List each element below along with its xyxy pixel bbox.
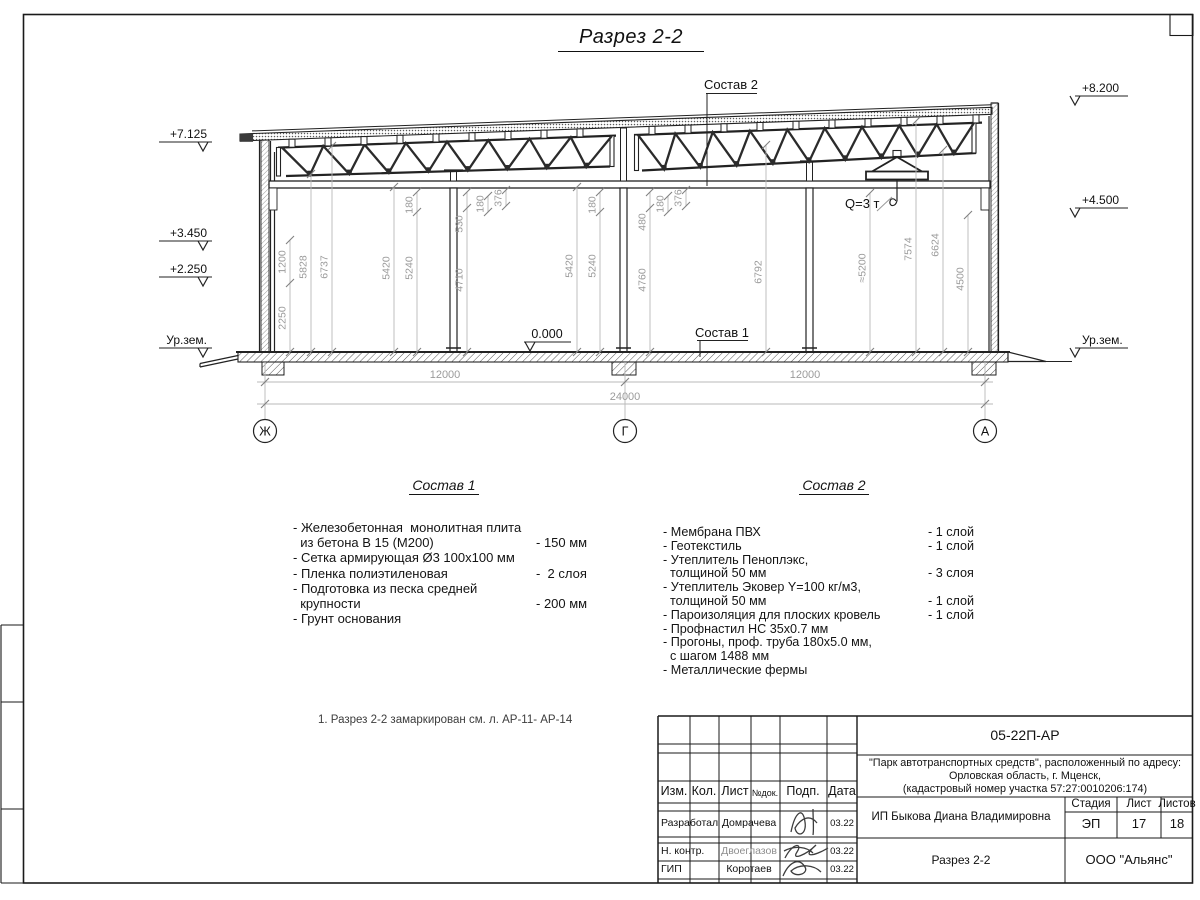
dimension-label: 24000 (609, 391, 641, 403)
dimension-label: 480 (636, 213, 649, 231)
purlin (865, 119, 871, 127)
axis-label: Г (621, 424, 629, 439)
company-name: ООО "Альянс" (1085, 852, 1173, 867)
dimension-label: 376 (672, 189, 685, 207)
truss-gusset (734, 161, 739, 166)
purlin (829, 120, 835, 128)
truss-gusset (505, 165, 510, 170)
truss-seat-post (451, 171, 457, 181)
left-wall-bracket (269, 188, 277, 210)
purlin (901, 117, 907, 125)
column (806, 188, 813, 352)
purlin (577, 129, 583, 137)
list-item (663, 567, 1005, 581)
item-value: - 200 мм (536, 596, 588, 612)
dimension-label: 7574 (902, 237, 915, 261)
composition-2-block (663, 477, 1005, 678)
dimension-label: 180 (654, 195, 667, 213)
zero-level-label: 0.000 (531, 327, 563, 341)
dimension-label: 5420 (563, 254, 576, 278)
column (620, 188, 627, 352)
purlin (793, 121, 799, 129)
sheet-frame (1, 15, 1196, 884)
elevation-label: +3.450 (169, 226, 207, 240)
sostav2-callout: Состав 2 (704, 77, 758, 92)
dimension-label: 530 (453, 215, 466, 233)
role-label: Разработал (661, 817, 719, 829)
right-wall-bracket (981, 188, 989, 210)
truss-gusset (386, 168, 391, 173)
item-text: - Железобетонная монолитная плита (293, 520, 522, 535)
truss-gusset (807, 157, 812, 162)
dimension-label: 180 (403, 196, 416, 214)
purlin (433, 134, 439, 142)
dimension-label: 180 (474, 195, 487, 213)
elevation-label: +2.250 (169, 262, 207, 276)
purlin (973, 115, 979, 123)
list-item (663, 554, 1005, 568)
left-wall (261, 140, 269, 352)
truss-gusset (426, 167, 431, 172)
axis-bubbles (254, 420, 997, 443)
list-item (663, 581, 1005, 595)
person-name: Коротаев (726, 863, 772, 875)
client-name: ИП Быкова Диана Владимировна (871, 811, 1051, 823)
right-wall (991, 103, 998, 352)
purlin (361, 137, 367, 145)
role-label: ГИП (661, 863, 682, 875)
list-item (293, 611, 595, 626)
dimension-label: 5828 (297, 255, 310, 279)
dimension-label: 4710 (453, 268, 466, 292)
dimension-label: 5420 (380, 256, 393, 280)
dimension-label: 12000 (429, 369, 461, 381)
purlin (721, 124, 727, 132)
dimension-label: 6624 (929, 233, 942, 257)
left-apron (200, 356, 238, 368)
purlin (397, 135, 403, 143)
role-label: Н. контр. (661, 845, 705, 857)
item-text: - Сетка армирующая Ø3 100х100 мм (293, 550, 515, 566)
stage-header: Стадия (1071, 798, 1111, 810)
header-col: №док. (751, 788, 779, 798)
truss-gusset (465, 166, 470, 171)
composition-1-block (293, 477, 595, 626)
list-item (663, 526, 1005, 540)
item-value: - 1 слой (928, 525, 975, 539)
item-value: - 1 слой (928, 607, 975, 622)
elevation-arrow (1070, 348, 1080, 357)
dimension-label: 4760 (636, 268, 649, 292)
document-code: 05-22П-АР (990, 727, 1060, 743)
item-text: - Металлические фермы (663, 662, 808, 677)
roof-eave-cap (240, 134, 253, 142)
header-col: Подп. (786, 784, 820, 798)
truss-gusset (843, 155, 848, 160)
item-text: с шагом 1488 мм (663, 649, 770, 664)
list-item (663, 609, 1005, 623)
horizontal-dimensions (257, 362, 993, 420)
item-text: - Утеплитель Эковер Y=100 кг/м3, (663, 580, 861, 595)
header-col: Кол. (691, 784, 717, 798)
footing (972, 362, 996, 375)
list-item (293, 581, 595, 596)
purlin (685, 125, 691, 133)
crane-runway-beam (269, 181, 990, 188)
elevation-arrow (1070, 96, 1080, 105)
crane-capacity-label: Q=3 т (845, 196, 880, 211)
composition-2-items (663, 526, 1005, 678)
sostav1-callout: Состав 1 (695, 325, 749, 340)
list-item (293, 550, 595, 565)
item-text: - Профнастил НС 35х0.7 мм (663, 621, 829, 636)
purlin (649, 126, 655, 134)
purlin (325, 138, 331, 146)
purlin (289, 139, 295, 147)
purlin (541, 130, 547, 138)
list-item (663, 636, 1005, 650)
header-col: Дата (828, 784, 856, 798)
item-text: - Подготовка из песка средней (293, 580, 478, 596)
frame-corner-box (1170, 15, 1193, 36)
truss-gusset (879, 153, 884, 158)
item-text: - Пароизоляция для плоских кровель (663, 607, 881, 622)
dimension-label: 6792 (752, 260, 765, 284)
dimension-label: 180 (586, 196, 599, 214)
truss-gusset (544, 164, 549, 169)
elevation-label: +8.200 (1082, 81, 1120, 95)
floor-slab (238, 352, 1008, 362)
truss-gusset (347, 170, 352, 175)
item-value: - 2 слоя (536, 565, 587, 581)
item-text: крупности (293, 596, 361, 612)
item-text: - Прогоны, проф. труба 180х5.0 мм, (663, 635, 872, 650)
dimension-label: 5240 (586, 254, 599, 278)
dimension-label: 2250 (276, 306, 289, 330)
purlin (469, 133, 475, 141)
truss-gusset (584, 163, 589, 168)
stage-value: ЭП (1081, 816, 1101, 831)
elevation-arrow (198, 142, 208, 151)
person-name: Двоеглазов (721, 845, 777, 857)
elevation-arrow (1070, 208, 1080, 217)
zero-level-arrow (525, 342, 535, 351)
truss-gusset (951, 150, 956, 155)
frame-left-boxes (1, 625, 23, 883)
list-item (663, 650, 1005, 664)
sheet-number: 17 (1131, 816, 1147, 831)
right-ramp (1008, 352, 1046, 362)
list-item (663, 595, 1005, 609)
date-value: 03.22 (830, 846, 854, 857)
sheet-note: 1. Разрез 2-2 замаркирован см. л. АР-11- АР-14 (318, 714, 573, 726)
list-item (663, 623, 1005, 637)
list-item (293, 535, 595, 550)
dimension-label: 376 (492, 189, 505, 207)
sheets-header: Листов (1158, 798, 1196, 810)
item-text: - Пленка полиэтиленовая (293, 565, 448, 581)
project-line: Орловская область, г. Мценск, (948, 770, 1102, 782)
composition-2-title: Состав 2 (663, 477, 1005, 493)
elevation-arrow (198, 277, 208, 286)
item-value: - 1 слой (928, 538, 975, 553)
axis-label: А (980, 424, 990, 439)
sheet-header: Лист (1126, 798, 1152, 810)
item-text: из бетона В 15 (М200) (293, 535, 434, 551)
titleblock-sheet-title: Разрез 2-2 (931, 853, 991, 867)
footing (612, 362, 636, 375)
item-text: толщиной 50 мм (663, 593, 767, 608)
dimension-label: 4500 (954, 267, 967, 291)
dimension-label: 6737 (318, 255, 331, 279)
frame-border (24, 15, 1196, 884)
purlin (505, 132, 511, 140)
dimension-label: ≈5200 (856, 253, 869, 283)
elevation-label: Ур.зем. (1082, 333, 1123, 347)
elevation-label: +4.500 (1082, 193, 1120, 207)
elevation-label: +7.125 (169, 127, 207, 141)
item-text: - Грунт основания (293, 611, 402, 627)
purlin (937, 116, 943, 124)
elevation-arrow (198, 348, 208, 357)
page-title: Разрез 2-2 (558, 26, 704, 52)
date-value: 03.22 (830, 864, 854, 875)
composition-1-items (293, 520, 595, 626)
elevation-label: Ур.зем. (166, 333, 207, 347)
truss-seat-post (807, 162, 813, 181)
truss-gusset (662, 165, 667, 170)
project-line: (кадастровый номер участка 57:27:0010206:174) (902, 783, 1148, 795)
list-item (663, 540, 1005, 554)
item-text: - Утеплитель Пеноплэкс, (663, 552, 809, 567)
composition-1-title: Состав 1 (293, 477, 595, 493)
purlin (757, 123, 763, 131)
truss-gusset (698, 163, 703, 168)
dimension-label: 1200 (276, 250, 289, 274)
date-value: 03.22 (830, 818, 854, 829)
truss-gusset (770, 159, 775, 164)
center-post (621, 128, 627, 181)
list-item (663, 664, 1005, 678)
list-item (293, 520, 595, 535)
dimension-label: 5240 (403, 256, 416, 280)
signature (791, 809, 817, 835)
header-col: Лист (721, 784, 749, 798)
item-text: - Геотекстиль (663, 538, 742, 553)
item-value: - 1 слой (928, 593, 975, 608)
elevation-arrow (198, 241, 208, 250)
header-col: Изм. (660, 784, 688, 798)
list-item (293, 566, 595, 581)
sheets-total: 18 (1169, 816, 1185, 831)
signature (785, 845, 828, 858)
item-value: - 3 слоя (928, 566, 974, 581)
axis-label: Ж (259, 424, 271, 439)
list-item (293, 596, 595, 611)
item-text: - Мембрана ПВХ (663, 525, 761, 539)
person-name: Домрачева (721, 817, 777, 829)
project-line: "Парк автотранспортных средств", расположенный по адресу: (868, 757, 1182, 769)
item-text: толщиной 50 мм (663, 566, 767, 581)
item-value: - 150 мм (536, 535, 588, 551)
dimension-label: 12000 (789, 369, 821, 381)
